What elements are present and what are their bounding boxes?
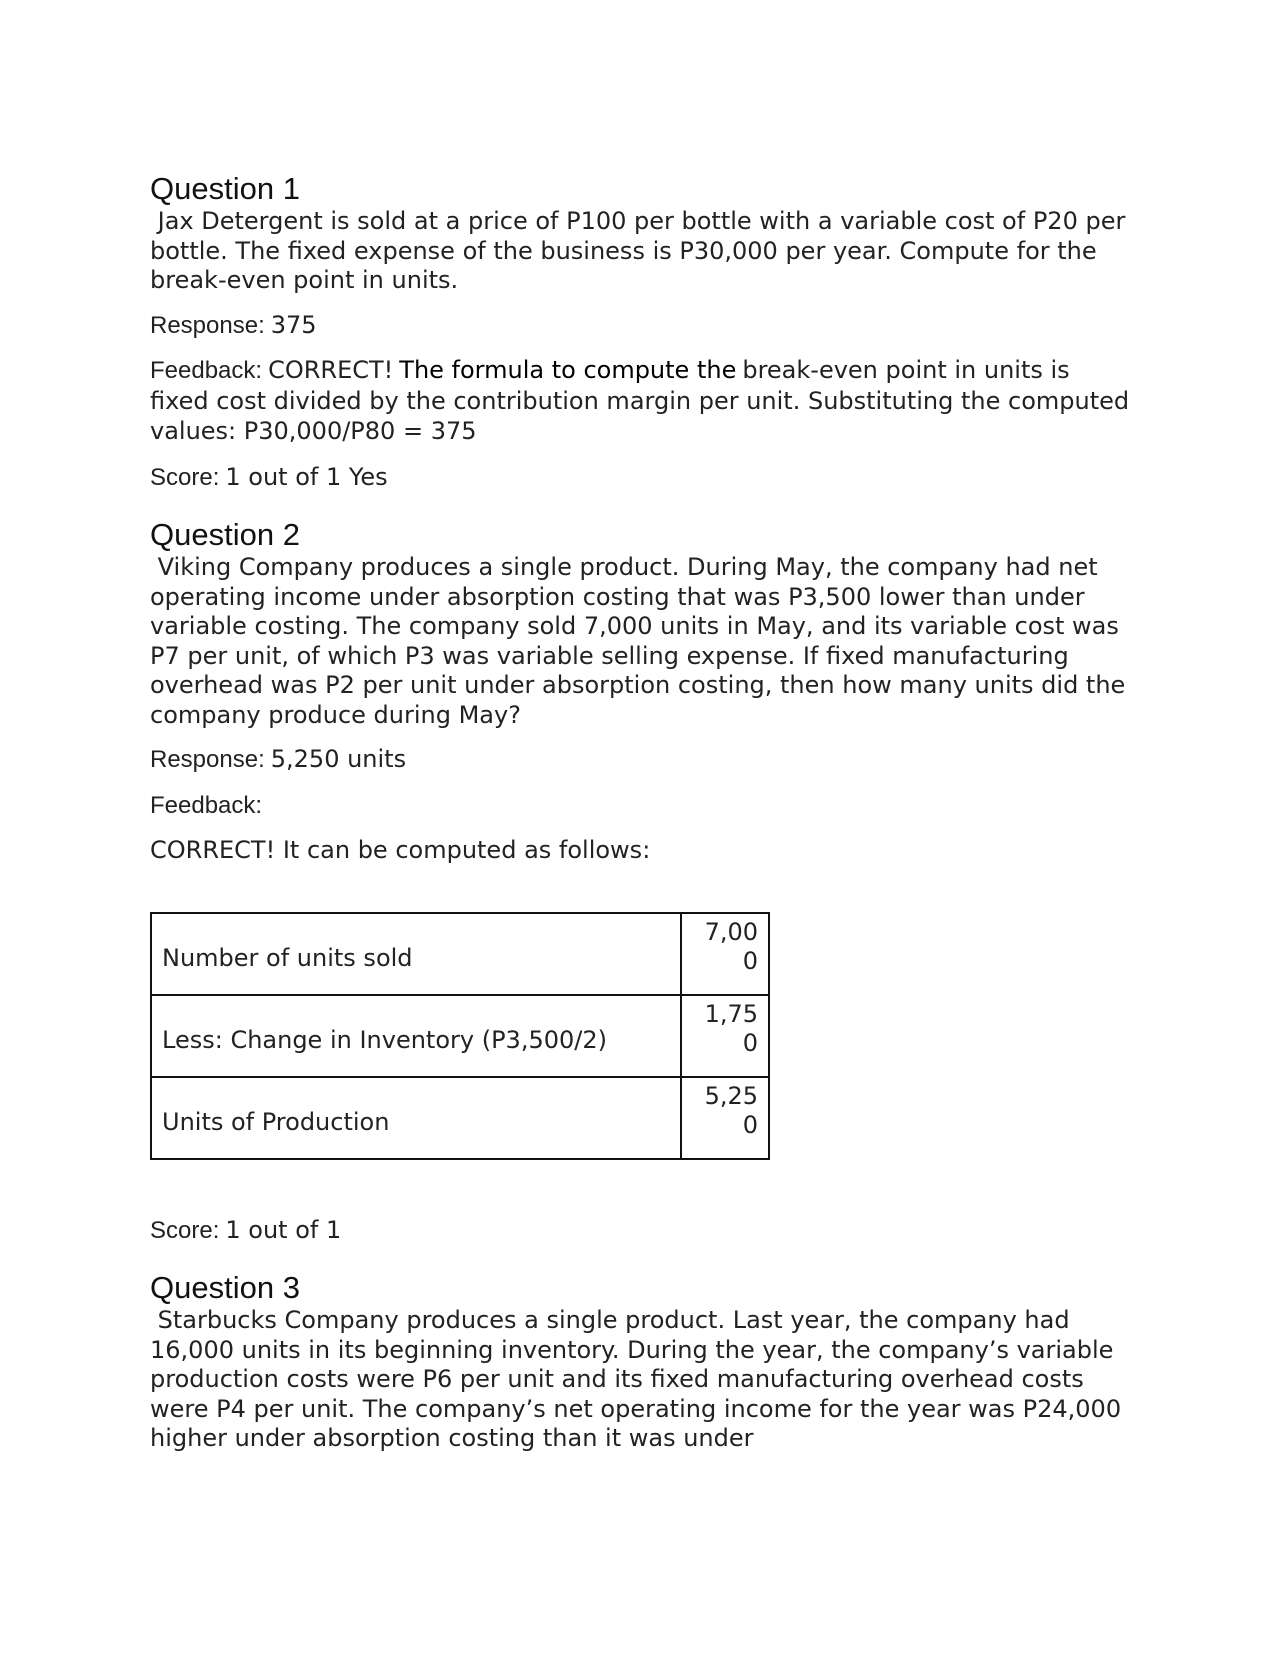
score-label: Score: (150, 463, 220, 491)
feedback-rest: break-even point in units is fixed cost divided by the contribution margin per unit. Substituting the computed values: P30,000/P80 = 375 (150, 356, 1130, 445)
question-1-text: Jax Detergent is sold at a price of P100 per bottle with a variable cost of P20 per bottle. The fixed expense of the business is P30,000 per year. Compute for the break-even point in units. (150, 207, 1133, 294)
table-row (151, 913, 769, 995)
question-1-score (150, 463, 1130, 494)
question-2-title: Question 2 (150, 517, 300, 552)
table-cell-value: 1,750 (681, 995, 769, 1077)
response-label: Response: (150, 746, 265, 773)
feedback-prefix: CORRECT! (268, 356, 394, 384)
question-2-feedback (150, 791, 1130, 822)
question-2-feedback-text: CORRECT! It can be computed as follows: (150, 836, 651, 864)
response-value: 5,250 units (270, 745, 407, 773)
score-label: Score: (150, 1216, 220, 1244)
table-row (151, 1077, 769, 1159)
document-page (150, 171, 1133, 1454)
table-cell-value: 7,000 (681, 913, 769, 995)
question-2 (150, 517, 1133, 1246)
question-3-title: Question 3 (150, 1270, 300, 1305)
question-1-title: Question 1 (150, 171, 300, 206)
table-cell-label: Number of units sold (151, 913, 681, 995)
table-row (151, 995, 769, 1077)
question-3-text: Starbucks Company produces a single product. Last year, the company had 16,000 units in its beginning inventory. During the year, the company’s variable production costs were P6 per unit and its fixed manufacturing overhead costs were P4 per unit. The company’s net operating income for the year was P24,000 higher under absorption costing than it was under (150, 1306, 1129, 1452)
question-3 (150, 1270, 1130, 1454)
response-label: Response: (150, 311, 265, 339)
question-1-feedback (150, 356, 1130, 448)
score-value: 1 out of 1 (225, 1215, 342, 1244)
response-value: 375 (270, 310, 317, 339)
score-value: 1 out of 1 Yes (225, 462, 388, 491)
question-2-response (150, 745, 1130, 776)
question-1 (150, 171, 1133, 493)
table-cell-label: Units of Production (151, 1077, 681, 1159)
question-2-text: Viking Company produces a single product. During May, the company had net operating income under absorption costing that was P3,500 lower than under variable costing. The company sold 7,000 units in May, and its variable cost was P7 per unit, of which P3 was variable selling expense. If fixed manufacturing overhead was P2 per unit under absorption costing, then how many units did the company produce during May? (150, 553, 1133, 729)
computation-table (150, 912, 770, 1160)
feedback-label: Feedback: (150, 791, 263, 819)
table-cell-value: 5,250 (681, 1077, 769, 1159)
feedback-label: Feedback: (150, 357, 263, 384)
feedback-emph: The formula to compute the (399, 356, 737, 384)
table-cell-label: Less: Change in Inventory (P3,500/2) (151, 995, 681, 1077)
question-2-score (150, 1216, 1130, 1247)
question-1-response (150, 311, 1130, 342)
